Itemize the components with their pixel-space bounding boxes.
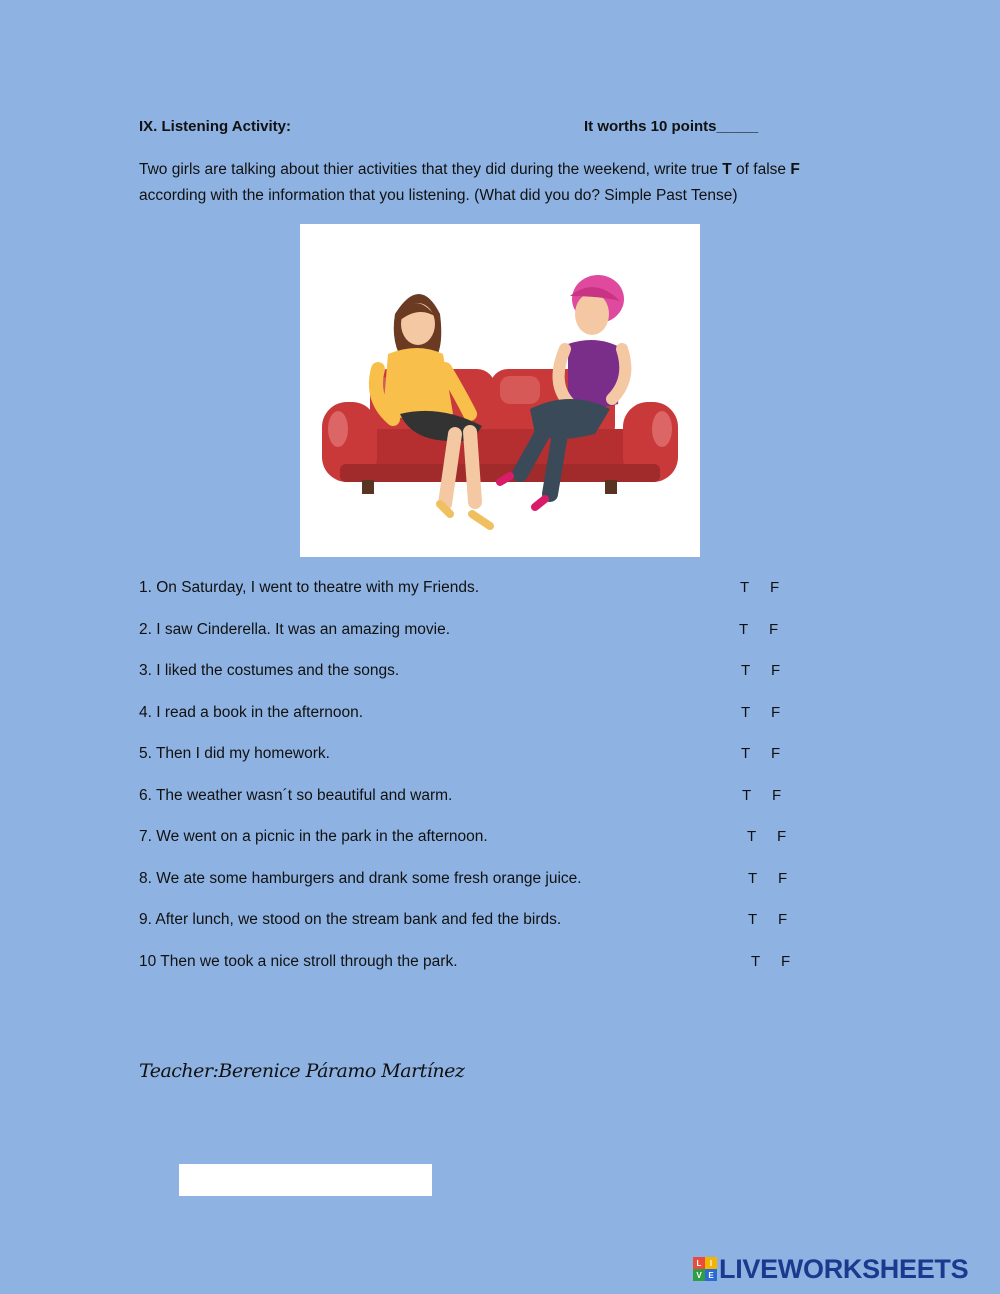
- true-option[interactable]: T: [739, 621, 749, 638]
- true-option[interactable]: T: [748, 870, 758, 887]
- points-label: It worths 10 points_____: [584, 118, 759, 135]
- false-option[interactable]: F: [769, 621, 779, 638]
- instructions-true-letter: T: [722, 161, 732, 178]
- false-option[interactable]: F: [771, 662, 781, 679]
- question-item: 7. We went on a picnic in the park in the afternoon.: [139, 828, 488, 845]
- logo-tile: V: [693, 1269, 705, 1281]
- instructions-text: Two girls are talking about thier activities that they did during the weekend, write true: [139, 161, 723, 178]
- question-item: 6. The weather wasn´t so beautiful and warm.: [139, 787, 453, 804]
- instructions-text-mid: of false: [731, 161, 791, 178]
- true-false-choices: [741, 704, 801, 721]
- teacher-signature: Teacher:Berenice Páramo Martínez: [139, 1060, 465, 1082]
- false-option[interactable]: F: [778, 911, 788, 928]
- logo-tile: E: [705, 1269, 717, 1281]
- girls-on-sofa-illustration: [300, 224, 700, 557]
- instructions-false-letter: F: [790, 161, 800, 178]
- false-option[interactable]: F: [781, 953, 791, 970]
- true-option[interactable]: T: [741, 704, 751, 721]
- true-option[interactable]: T: [747, 828, 757, 845]
- question-item: 9. After lunch, we stood on the stream bank and fed the birds.: [139, 911, 562, 928]
- answer-input[interactable]: [179, 1164, 432, 1196]
- true-option[interactable]: T: [742, 787, 752, 804]
- question-item: 8. We ate some hamburgers and drank some fresh orange juice.: [139, 870, 582, 887]
- question-item: 3. I liked the costumes and the songs.: [139, 662, 400, 679]
- true-false-choices: [742, 787, 802, 804]
- sofa-scene-image: [300, 224, 700, 557]
- true-false-choices: [739, 621, 799, 638]
- false-option[interactable]: F: [770, 579, 780, 596]
- question-item: 5. Then I did my homework.: [139, 745, 330, 762]
- question-item: 10 Then we took a nice stroll through the park.: [139, 953, 458, 970]
- instructions: [139, 157, 879, 209]
- false-option[interactable]: F: [778, 870, 788, 887]
- true-false-choices: [748, 870, 808, 887]
- true-option[interactable]: T: [741, 662, 751, 679]
- question-item: 1. On Saturday, I went to theatre with my Friends.: [139, 579, 480, 596]
- true-false-choices: [741, 662, 801, 679]
- true-false-choices: [741, 745, 801, 762]
- true-false-choices: [751, 953, 811, 970]
- activity-title: IX. Listening Activity:: [139, 118, 291, 135]
- liveworksheets-brand: [693, 1255, 968, 1283]
- true-option[interactable]: T: [748, 911, 758, 928]
- true-option[interactable]: T: [740, 579, 750, 596]
- brand-name: LIVEWORKSHEETS: [719, 1253, 969, 1284]
- false-option[interactable]: F: [771, 745, 781, 762]
- question-item: 4. I read a book in the afternoon.: [139, 704, 364, 721]
- false-option[interactable]: F: [772, 787, 782, 804]
- instructions-text-line2: according with the information that you listening. (What did you do? Simple Past Tense): [139, 187, 738, 204]
- true-false-choices: [748, 911, 808, 928]
- true-option[interactable]: T: [741, 745, 751, 762]
- liveworksheets-logo-icon: [693, 1257, 717, 1281]
- true-option[interactable]: T: [751, 953, 761, 970]
- logo-tile: I: [705, 1257, 717, 1269]
- true-false-choices: [747, 828, 807, 845]
- false-option[interactable]: F: [771, 704, 781, 721]
- logo-tile: L: [693, 1257, 705, 1269]
- true-false-choices: [740, 579, 800, 596]
- question-item: 2. I saw Cinderella. It was an amazing movie.: [139, 621, 450, 638]
- false-option[interactable]: F: [777, 828, 787, 845]
